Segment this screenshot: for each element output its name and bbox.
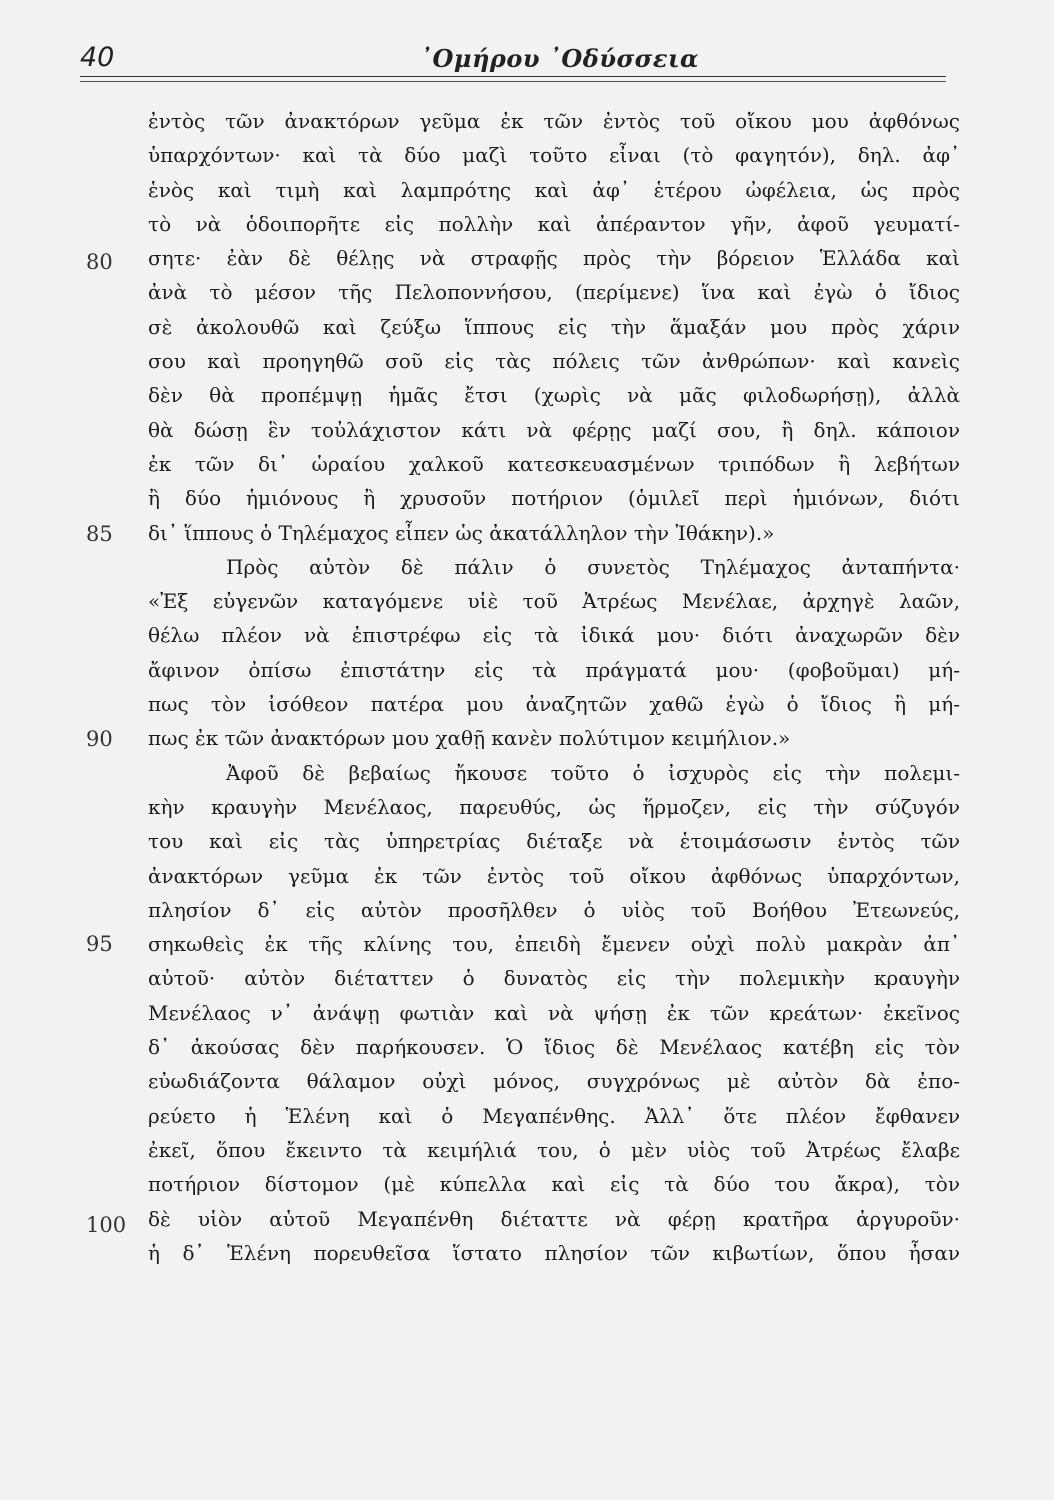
page-number: 40 xyxy=(80,42,115,73)
text-line: θὰ δώσῃ ἓν τοὐλάχιστον κάτι νὰ φέρῃς μαζί σου, ἢ δηλ. κάποιον xyxy=(148,417,960,442)
verse-number: 100 xyxy=(86,1213,127,1237)
text-line: δ᾿ ἀκούσας δὲν παρήκουσεν. Ὁ ἴδιος δὲ Μενέλαος κατέβη εἰς τὸν xyxy=(148,1035,960,1060)
text-line: δὲν θὰ προπέμψῃ ἡμᾶς ἔτσι (χωρὶς νὰ μᾶς φιλοδωρήσῃ), ἀλλὰ xyxy=(148,383,960,408)
verse-number: 80 xyxy=(86,250,113,274)
text-line: ἐντὸς τῶν ἀνακτόρων γεῦμα ἐκ τῶν ἐντὸς τοῦ οἴκου μου ἀφθόνως xyxy=(148,109,960,133)
text-line: δὲ υἱὸν αὐτοῦ Μεγαπένθη διέταττε νὰ φέρῃ κρατῆρα ἀργυροῦν· xyxy=(148,1206,960,1231)
text-line: Μενέλαος ν᾿ ἀνάψῃ φωτιὰν καὶ νὰ ψήσῃ ἐκ τῶν κρεάτων· ἐκεῖνος xyxy=(148,1000,960,1025)
text-line: θέλω πλέον νὰ ἐπιστρέφω εἰς τὰ ἰδικά μου· διότι ἀναχωρῶν δὲν xyxy=(148,623,960,648)
text-line: τὸ νὰ ὁδοιπορῆτε εἰς πολλὴν καὶ ἀπέραντον γῆν, ἀφοῦ γευματί- xyxy=(148,211,960,236)
text-line: πως ἐκ τῶν ἀνακτόρων μου χαθῇ κανὲν πολύτιμον κειμήλιον.» xyxy=(148,726,791,751)
text-line: εὐωδιάζοντα θάλαμον οὐχὶ μόνος, συγχρόνως μὲ αὐτὸν δὰ ἐπο- xyxy=(148,1069,960,1094)
text-line: ἄφινον ὀπίσω ἐπιστάτην εἰς τὰ πράγματά μου· (φοβοῦμαι) μή- xyxy=(148,657,960,682)
text-line: ἀνὰ τὸ μέσον τῆς Πελοποννήσου, (περίμενε) ἵνα καὶ ἐγὼ ὁ ἴδιος xyxy=(148,280,960,305)
text-line: ποτήριον δίστομον (μὲ κύπελλα καὶ εἰς τὰ δύο του ἄκρα), τὸν xyxy=(148,1172,960,1197)
running-title: ᾿Ομήρου ᾿Οδύσσεια xyxy=(420,44,700,73)
header-rule-thin xyxy=(80,81,946,82)
text-line: «Ἐξ εὐγενῶν καταγόμενε υἱὲ τοῦ Ἀτρέως Μενέλαε, ἀρχηγὲ λαῶν, xyxy=(148,589,960,614)
header-rule xyxy=(80,76,946,77)
text-line: Πρὸς αὐτὸν δὲ πάλιν ὁ συνετὸς Τηλέμαχος ἀνταπήντα· xyxy=(226,554,960,579)
page-header xyxy=(80,40,946,80)
text-line: κὴν κραυγὴν Μενέλαος, παρευθύς, ὡς ἥρμοζεν, εἰς τὴν σύζυγόν xyxy=(148,794,960,819)
text-line: του καὶ εἰς τὰς ὑπηρετρίας διέταξε νὰ ἑτοιμάσωσιν ἐντὸς τῶν xyxy=(148,829,960,854)
text-line: πλησίον δ᾿ εἰς αὐτὸν προσῆλθεν ὁ υἱὸς τοῦ Βοήθου Ἐτεωνεύς, xyxy=(148,897,960,922)
text-line: ἡ δ᾿ Ἑλένη πορευθεῖσα ἵστατο πλησίον τῶν κιβωτίων, ὅπου ἦσαν xyxy=(148,1240,960,1265)
text-line: ἐκεῖ, ὅπου ἔκειντο τὰ κειμήλιά του, ὁ μὲν υἱὸς τοῦ Ἀτρέως ἔλαβε xyxy=(148,1137,960,1162)
text-line: ὑπαρχόντων· καὶ τὰ δύο μαζὶ τοῦτο εἶναι (τὸ φαγητόν), δηλ. ἀφ᾿ xyxy=(148,143,960,168)
text-line: δι᾿ ἵππους ὁ Τηλέμαχος εἶπεν ὡς ἀκατάλληλον τὴν Ἰθάκην).» xyxy=(148,520,775,545)
body-text xyxy=(148,104,960,1270)
verse-number: 95 xyxy=(86,932,113,956)
text-line: ἢ δύο ἡμιόνους ἢ χρυσοῦν ποτήριον (ὁμιλεῖ περὶ ἡμιόνων, διότι xyxy=(148,486,960,511)
text-line: ρεύετο ἡ Ἑλένη καὶ ὁ Μεγαπένθης. Ἀλλ᾿ ὅτε πλέον ἔφθανεν xyxy=(148,1103,960,1128)
text-line: ἐκ τῶν δι᾿ ὡραίου χαλκοῦ κατεσκευασμένων τριπόδων ἢ λεβήτων xyxy=(148,451,960,476)
text-line: ἑνὸς καὶ τιμὴ καὶ λαμπρότης καὶ ἀφ᾿ ἑτέρου ὠφέλεια, ὡς πρὸς xyxy=(148,177,960,202)
text-line: πως τὸν ἰσόθεον πατέρα μου ἀναζητῶν χαθῶ ἐγὼ ὁ ἴδιος ἢ μή- xyxy=(148,692,960,717)
text-line: ἀνακτόρων γεῦμα ἐκ τῶν ἐντὸς τοῦ οἴκου ἀφθόνως ὑπαρχόντων, xyxy=(148,863,960,888)
text-line: Ἀφοῦ δὲ βεβαίως ἤκουσε τοῦτο ὁ ἰσχυρὸς εἰς τὴν πολεμι- xyxy=(226,760,960,785)
verse-number: 90 xyxy=(86,727,113,751)
text-line: σηκωθεὶς ἐκ τῆς κλίνης του, ἐπειδὴ ἔμενεν οὐχὶ πολὺ μακρὰν ἀπ᾿ xyxy=(148,932,960,957)
verse-number: 85 xyxy=(86,522,113,546)
text-line: σου καὶ προηγηθῶ σοῦ εἰς τὰς πόλεις τῶν ἀνθρώπων· καὶ κανεὶς xyxy=(148,349,960,374)
text-line: σὲ ἀκολουθῶ καὶ ζεύξω ἵππους εἰς τὴν ἅμαξάν μου πρὸς χάριν xyxy=(148,314,960,339)
text-line: σητε· ἐὰν δὲ θέλῃς νὰ στραφῇς πρὸς τὴν βόρειον Ἑλλάδα καὶ xyxy=(148,246,960,271)
text-line: αὐτοῦ· αὐτὸν διέταττεν ὁ δυνατὸς εἰς τὴν πολεμικὴν κραυγὴν xyxy=(148,966,960,991)
